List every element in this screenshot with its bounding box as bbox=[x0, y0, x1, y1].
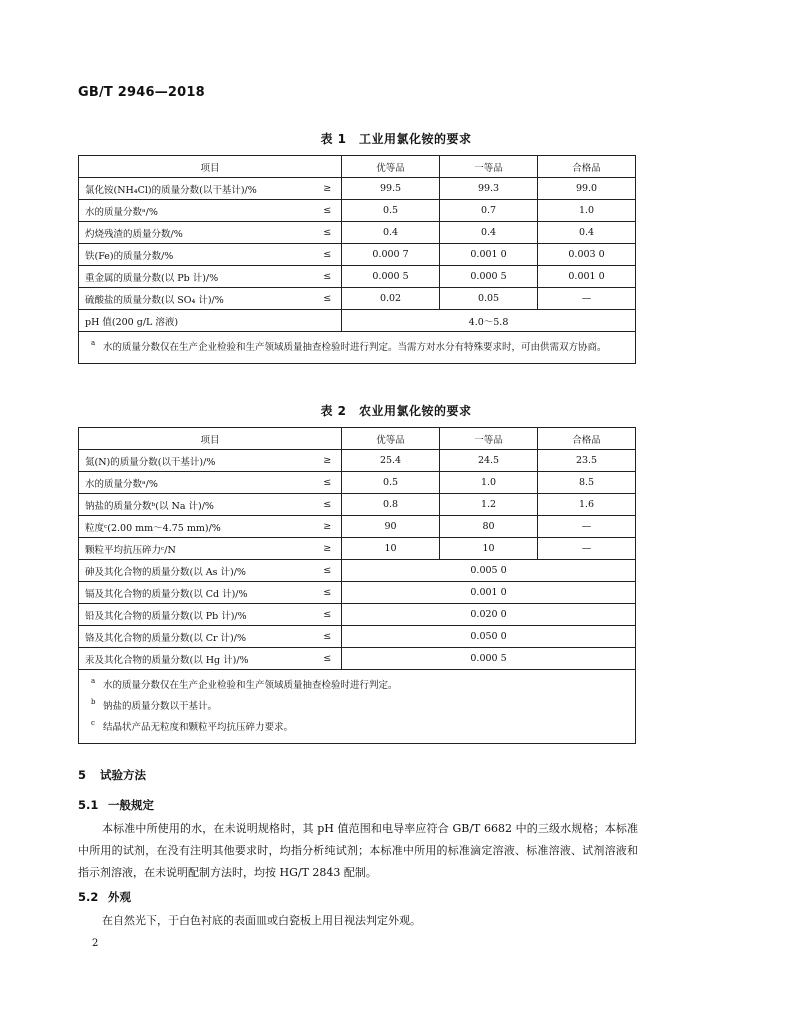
table2-header-item: 项目 bbox=[79, 428, 342, 450]
table2-item-cell: 钠盐的质量分数ᵇ(以 Na 计)/% bbox=[79, 494, 314, 516]
table1-note-cell bbox=[79, 332, 636, 364]
section-5-2-paragraph: 在自然光下，于白色衬底的表面皿或白瓷板上用目视法判定外观。 bbox=[102, 914, 421, 927]
table1-grade1-value: 0.000 5 bbox=[342, 266, 440, 288]
table2-header-grade1: 优等品 bbox=[342, 428, 440, 450]
footnote-mark: a bbox=[91, 339, 96, 347]
table1-operator-cell: ≤ bbox=[314, 266, 342, 288]
table1-item-cell: 灼烧残渣的质量分数/% bbox=[79, 222, 314, 244]
section-5-2-number: 5.2 bbox=[78, 890, 99, 904]
table-row bbox=[79, 244, 636, 266]
table1-operator-cell: ≥ bbox=[314, 178, 342, 200]
table1-grade2-value: 0.05 bbox=[440, 288, 538, 310]
section-5-1-paragraph: 本标准中所使用的水，在未说明规格时，其 pH 值范围和电导率应符合 GB/T 6682 中的三级水规格；本标准中所用的试剂，在没有注明其他要求时，均指分析纯试剂；本标准中所用的标准滴定溶液、标准溶液、试剂溶液和指示剂溶液，在未说明配制方法时，均按 HG/T 2843 配制。 bbox=[78, 822, 638, 879]
table-row bbox=[79, 604, 636, 626]
table1-grade3-value: 0.4 bbox=[538, 222, 636, 244]
table1-grade3-value: 1.0 bbox=[538, 200, 636, 222]
table2-footnote bbox=[91, 717, 627, 738]
footnote-mark: a bbox=[91, 677, 96, 685]
table1-grade1-value: 0.5 bbox=[342, 200, 440, 222]
table2-grade1-value: 25.4 bbox=[342, 450, 440, 472]
standard-code: GB/T 2946—2018 bbox=[78, 85, 205, 100]
table2-grade2-value: 1.0 bbox=[440, 472, 538, 494]
table2-operator-cell: ≤ bbox=[314, 626, 342, 648]
table1-item-cell: 氯化铵(NH₄Cl)的质量分数(以干基计)/% bbox=[79, 178, 314, 200]
table2-merged-value: 0.000 5 bbox=[342, 648, 636, 670]
table2-grade2-value: 10 bbox=[440, 538, 538, 560]
table2-item-cell: 氮(N)的质量分数(以干基计)/% bbox=[79, 450, 314, 472]
table1-ph-value: 4.0～5.8 bbox=[342, 310, 636, 332]
table1-grade1-value: 99.5 bbox=[342, 178, 440, 200]
table1-operator-cell: ≤ bbox=[314, 200, 342, 222]
section-5-2-heading bbox=[78, 889, 131, 905]
table2-operator-cell: ≥ bbox=[314, 516, 342, 538]
table1-grade2-value: 0.001 0 bbox=[440, 244, 538, 266]
table2-grade3-value: 1.6 bbox=[538, 494, 636, 516]
table2-grade1-value: 0.8 bbox=[342, 494, 440, 516]
table2-item-cell: 汞及其化合物的质量分数(以 Hg 计)/% bbox=[79, 648, 314, 670]
table2-operator-cell: ≤ bbox=[314, 582, 342, 604]
table1-item-cell: 水的质量分数ᵃ/% bbox=[79, 200, 314, 222]
table2-grade3-value: — bbox=[538, 516, 636, 538]
table1-grade1-value: 0.000 7 bbox=[342, 244, 440, 266]
table2-footnote bbox=[91, 696, 627, 717]
footnote-text: 水的质量分数仅在生产企业检验和生产领域质量抽查检验时进行判定。当需方对水分有特殊要求时，可由供需双方协商。 bbox=[103, 342, 607, 353]
table2-item-cell: 铬及其化合物的质量分数(以 Cr 计)/% bbox=[79, 626, 314, 648]
table2-grade1-value: 10 bbox=[342, 538, 440, 560]
table1-operator-cell: ≤ bbox=[314, 244, 342, 266]
table2-operator-cell: ≤ bbox=[314, 560, 342, 582]
table2-title: 表 2 农业用氯化铵的要求 bbox=[320, 404, 472, 418]
table2-item-cell: 镉及其化合物的质量分数(以 Cd 计)/% bbox=[79, 582, 314, 604]
table2-grade3-value: — bbox=[538, 538, 636, 560]
table1-operator-cell: ≤ bbox=[314, 288, 342, 310]
table2-grade2-value: 80 bbox=[440, 516, 538, 538]
table2-operator-cell: ≤ bbox=[314, 494, 342, 516]
table1-grade3-value: 0.001 0 bbox=[538, 266, 636, 288]
table2-item-cell: 粒度ᶜ(2.00 mm～4.75 mm)/% bbox=[79, 516, 314, 538]
table-row bbox=[79, 222, 636, 244]
table2-note-cell bbox=[79, 670, 636, 744]
table1-header-grade2: 一等品 bbox=[440, 156, 538, 178]
table2-item-cell: 铅及其化合物的质量分数(以 Pb 计)/% bbox=[79, 604, 314, 626]
table2-merged-value: 0.050 0 bbox=[342, 626, 636, 648]
table-row bbox=[79, 648, 636, 670]
table-row bbox=[79, 200, 636, 222]
footnote-mark: c bbox=[91, 719, 95, 727]
table1-item-cell: 重金属的质量分数(以 Pb 计)/% bbox=[79, 266, 314, 288]
table2-grade3-value: 8.5 bbox=[538, 472, 636, 494]
table2-merged-value: 0.001 0 bbox=[342, 582, 636, 604]
table2-merged-value: 0.020 0 bbox=[342, 604, 636, 626]
footnote-text: 水的质量分数仅在生产企业检验和生产领域质量抽查检验时进行判定。 bbox=[103, 680, 398, 691]
table2-grade1-value: 90 bbox=[342, 516, 440, 538]
footnote-text: 钠盐的质量分数以干基计。 bbox=[103, 701, 218, 712]
table1-note-row bbox=[79, 332, 636, 364]
table2-operator-cell: ≤ bbox=[314, 648, 342, 670]
table1 bbox=[78, 155, 636, 364]
table2-header-row bbox=[79, 428, 636, 450]
table2-grade2-value: 1.2 bbox=[440, 494, 538, 516]
section-5-title: 试验方法 bbox=[100, 768, 146, 782]
table-row bbox=[79, 266, 636, 288]
table-row bbox=[79, 538, 636, 560]
table2-header-grade3: 合格品 bbox=[538, 428, 636, 450]
table-row bbox=[79, 626, 636, 648]
table2-operator-cell: ≤ bbox=[314, 472, 342, 494]
table2-merged-value: 0.005 0 bbox=[342, 560, 636, 582]
table1-ph-row bbox=[79, 310, 636, 332]
table1-grade2-value: 0.000 5 bbox=[440, 266, 538, 288]
table-row bbox=[79, 560, 636, 582]
section-5-1-heading bbox=[78, 797, 154, 813]
table1-header-grade1: 优等品 bbox=[342, 156, 440, 178]
table2-note-row bbox=[79, 670, 636, 744]
table1-grade2-value: 0.4 bbox=[440, 222, 538, 244]
table1-grade1-value: 0.4 bbox=[342, 222, 440, 244]
section-5-number: 5 bbox=[78, 768, 87, 782]
section-5-1-number: 5.1 bbox=[78, 798, 99, 812]
table1-grade2-value: 0.7 bbox=[440, 200, 538, 222]
table2-grade1-value: 0.5 bbox=[342, 472, 440, 494]
table2-item-cell: 砷及其化合物的质量分数(以 As 计)/% bbox=[79, 560, 314, 582]
table2-item-cell: 颗粒平均抗压碎力ᶜ/N bbox=[79, 538, 314, 560]
table2-operator-cell: ≤ bbox=[314, 604, 342, 626]
table-row bbox=[79, 288, 636, 310]
table2-item-cell: 水的质量分数ᵃ/% bbox=[79, 472, 314, 494]
footnote-text: 结晶状产品无粒度和颗粒平均抗压碎力要求。 bbox=[103, 722, 294, 733]
table2-grade3-value: 23.5 bbox=[538, 450, 636, 472]
table-row bbox=[79, 494, 636, 516]
table1-grade3-value: 0.003 0 bbox=[538, 244, 636, 266]
table1-item-cell: 铁(Fe)的质量分数/% bbox=[79, 244, 314, 266]
section-5-heading bbox=[78, 767, 146, 783]
table2-operator-cell: ≥ bbox=[314, 450, 342, 472]
table2-grade2-value: 24.5 bbox=[440, 450, 538, 472]
table1-item-cell: 硫酸盐的质量分数(以 SO₄ 计)/% bbox=[79, 288, 314, 310]
table1-grade2-value: 99.3 bbox=[440, 178, 538, 200]
table1-grade3-value: 99.0 bbox=[538, 178, 636, 200]
table1-header-grade3: 合格品 bbox=[538, 156, 636, 178]
table-row bbox=[79, 516, 636, 538]
table1-header-item: 项目 bbox=[79, 156, 342, 178]
table1-footnote bbox=[91, 337, 627, 358]
table2-operator-cell: ≥ bbox=[314, 538, 342, 560]
page-number: 2 bbox=[92, 938, 99, 949]
table2-footnote bbox=[91, 675, 627, 696]
table1-operator-cell: ≤ bbox=[314, 222, 342, 244]
table2 bbox=[78, 427, 636, 744]
table1-ph-item: pH 值(200 g/L 溶液) bbox=[79, 310, 342, 332]
table1-grade3-value: — bbox=[538, 288, 636, 310]
table-row bbox=[79, 472, 636, 494]
section-5-1-title: 一般规定 bbox=[108, 798, 154, 812]
table2-header-grade2: 一等品 bbox=[440, 428, 538, 450]
table-row bbox=[79, 178, 636, 200]
table1-title: 表 1 工业用氯化铵的要求 bbox=[320, 132, 472, 146]
section-5-2-title: 外观 bbox=[108, 890, 131, 904]
table-row bbox=[79, 450, 636, 472]
table1-header-row bbox=[79, 156, 636, 178]
table1-grade1-value: 0.02 bbox=[342, 288, 440, 310]
table-row bbox=[79, 582, 636, 604]
footnote-mark: b bbox=[91, 698, 96, 706]
